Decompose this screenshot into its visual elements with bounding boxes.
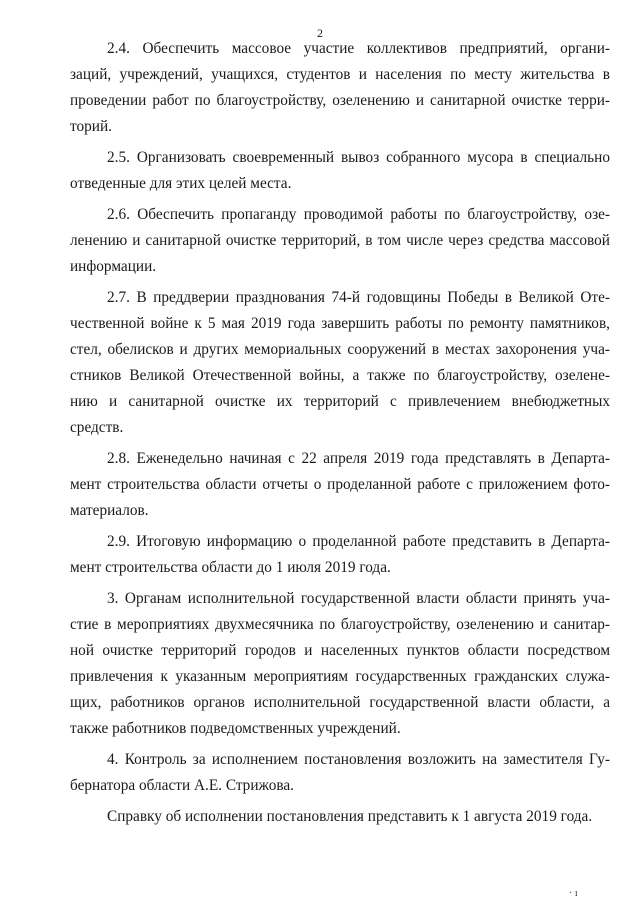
paragraph-3-line-3: ной очистке территорий городов и населенных пунктов области посредством (70, 642, 610, 659)
paragraph-2-8-line-3: материалов. (70, 502, 149, 519)
paragraph-4-line-2: бернатора области А.Е. Стрижова. (70, 777, 294, 794)
paragraph-2-7-line-3: стел, обелисков и других мемориальных сооружений в местах захоронения уча- (70, 341, 610, 358)
paragraph-2-5-line-2: отведенные для этих целей места. (70, 175, 292, 192)
paragraph-2-7-line-1: 2.7. В преддверии празднования 74-й годовщины Победы в Великой Оте- (107, 289, 610, 306)
paragraph-3-line-1: 3. Органам исполнительной государственной власти области принять уча- (107, 590, 610, 607)
paragraph-2-5-line-1: 2.5. Организовать своевременный вывоз собранного мусора в специально (107, 149, 610, 166)
paragraph-2-7-line-6: средств. (70, 419, 124, 436)
paragraph-2-7-line-4: стников Великой Отечественной войны, а также по благоустройству, озелене- (70, 367, 610, 384)
paragraph-3-line-2: стие в мероприятиях двухмесячника по благоустройству, озеленению и санитар- (70, 616, 610, 633)
paragraph-2-8-line-2: мент строительства области отчеты о проделанной работе с приложением фото- (70, 476, 610, 493)
paragraph-2-7-line-2: чественной войне к 5 мая 2019 года завершить работы по ремонту памятников, (70, 315, 610, 332)
paragraph-2-9-line-2: мент строительства области до 1 июля 2019 года. (70, 559, 391, 576)
page-number: 2 (317, 26, 323, 40)
paragraph-2-7-line-5: нию и санитарной очистке их территорий с привлечением внебюджетных (70, 393, 610, 410)
paragraph-3-line-5: щих, работников органов исполнительной государственной власти области, а (70, 694, 610, 711)
paragraph-4-line-1: 4. Контроль за исполнением постановления возложить на заместителя Гу- (107, 751, 610, 768)
paragraph-2-6-line-1: 2.6. Обеспечить пропаганду проводимой работы по благоустройству, озе- (107, 206, 610, 223)
paragraph-3-line-6: также работников подведомственных учреждений. (70, 720, 401, 737)
paragraph-2-8-line-1: 2.8. Еженедельно начиная с 22 апреля 2019 года представлять в Департа- (107, 450, 610, 467)
paragraph-2-6-line-2: ленению и санитарной очистке территорий, в том числе через средства массовой (70, 232, 610, 249)
paragraph-2-4-line-2: заций, учреждений, учащихся, студентов и населения по месту жительства в (70, 66, 610, 83)
paragraph-2-4-line-1: 2.4. Обеспечить массовое участие коллективов предприятий, органи- (107, 40, 610, 57)
scan-footer-mark: · ı (569, 888, 578, 899)
closing-paragraph: Справку об исполнении постановления представить к 1 августа 2019 года. (107, 808, 593, 825)
paragraph-2-4-line-3: проведении работ по благоустройству, озеленению и санитарной очистке терри- (70, 92, 610, 109)
paragraph-2-9-line-1: 2.9. Итоговую информацию о проделанной работе представить в Департа- (107, 533, 610, 550)
paragraph-2-4-line-4: торий. (70, 118, 112, 135)
paragraph-2-6-line-3: информации. (70, 258, 157, 275)
paragraph-3-line-4: привлечения к указанным мероприятиям государственных гражданских служа- (70, 668, 610, 685)
